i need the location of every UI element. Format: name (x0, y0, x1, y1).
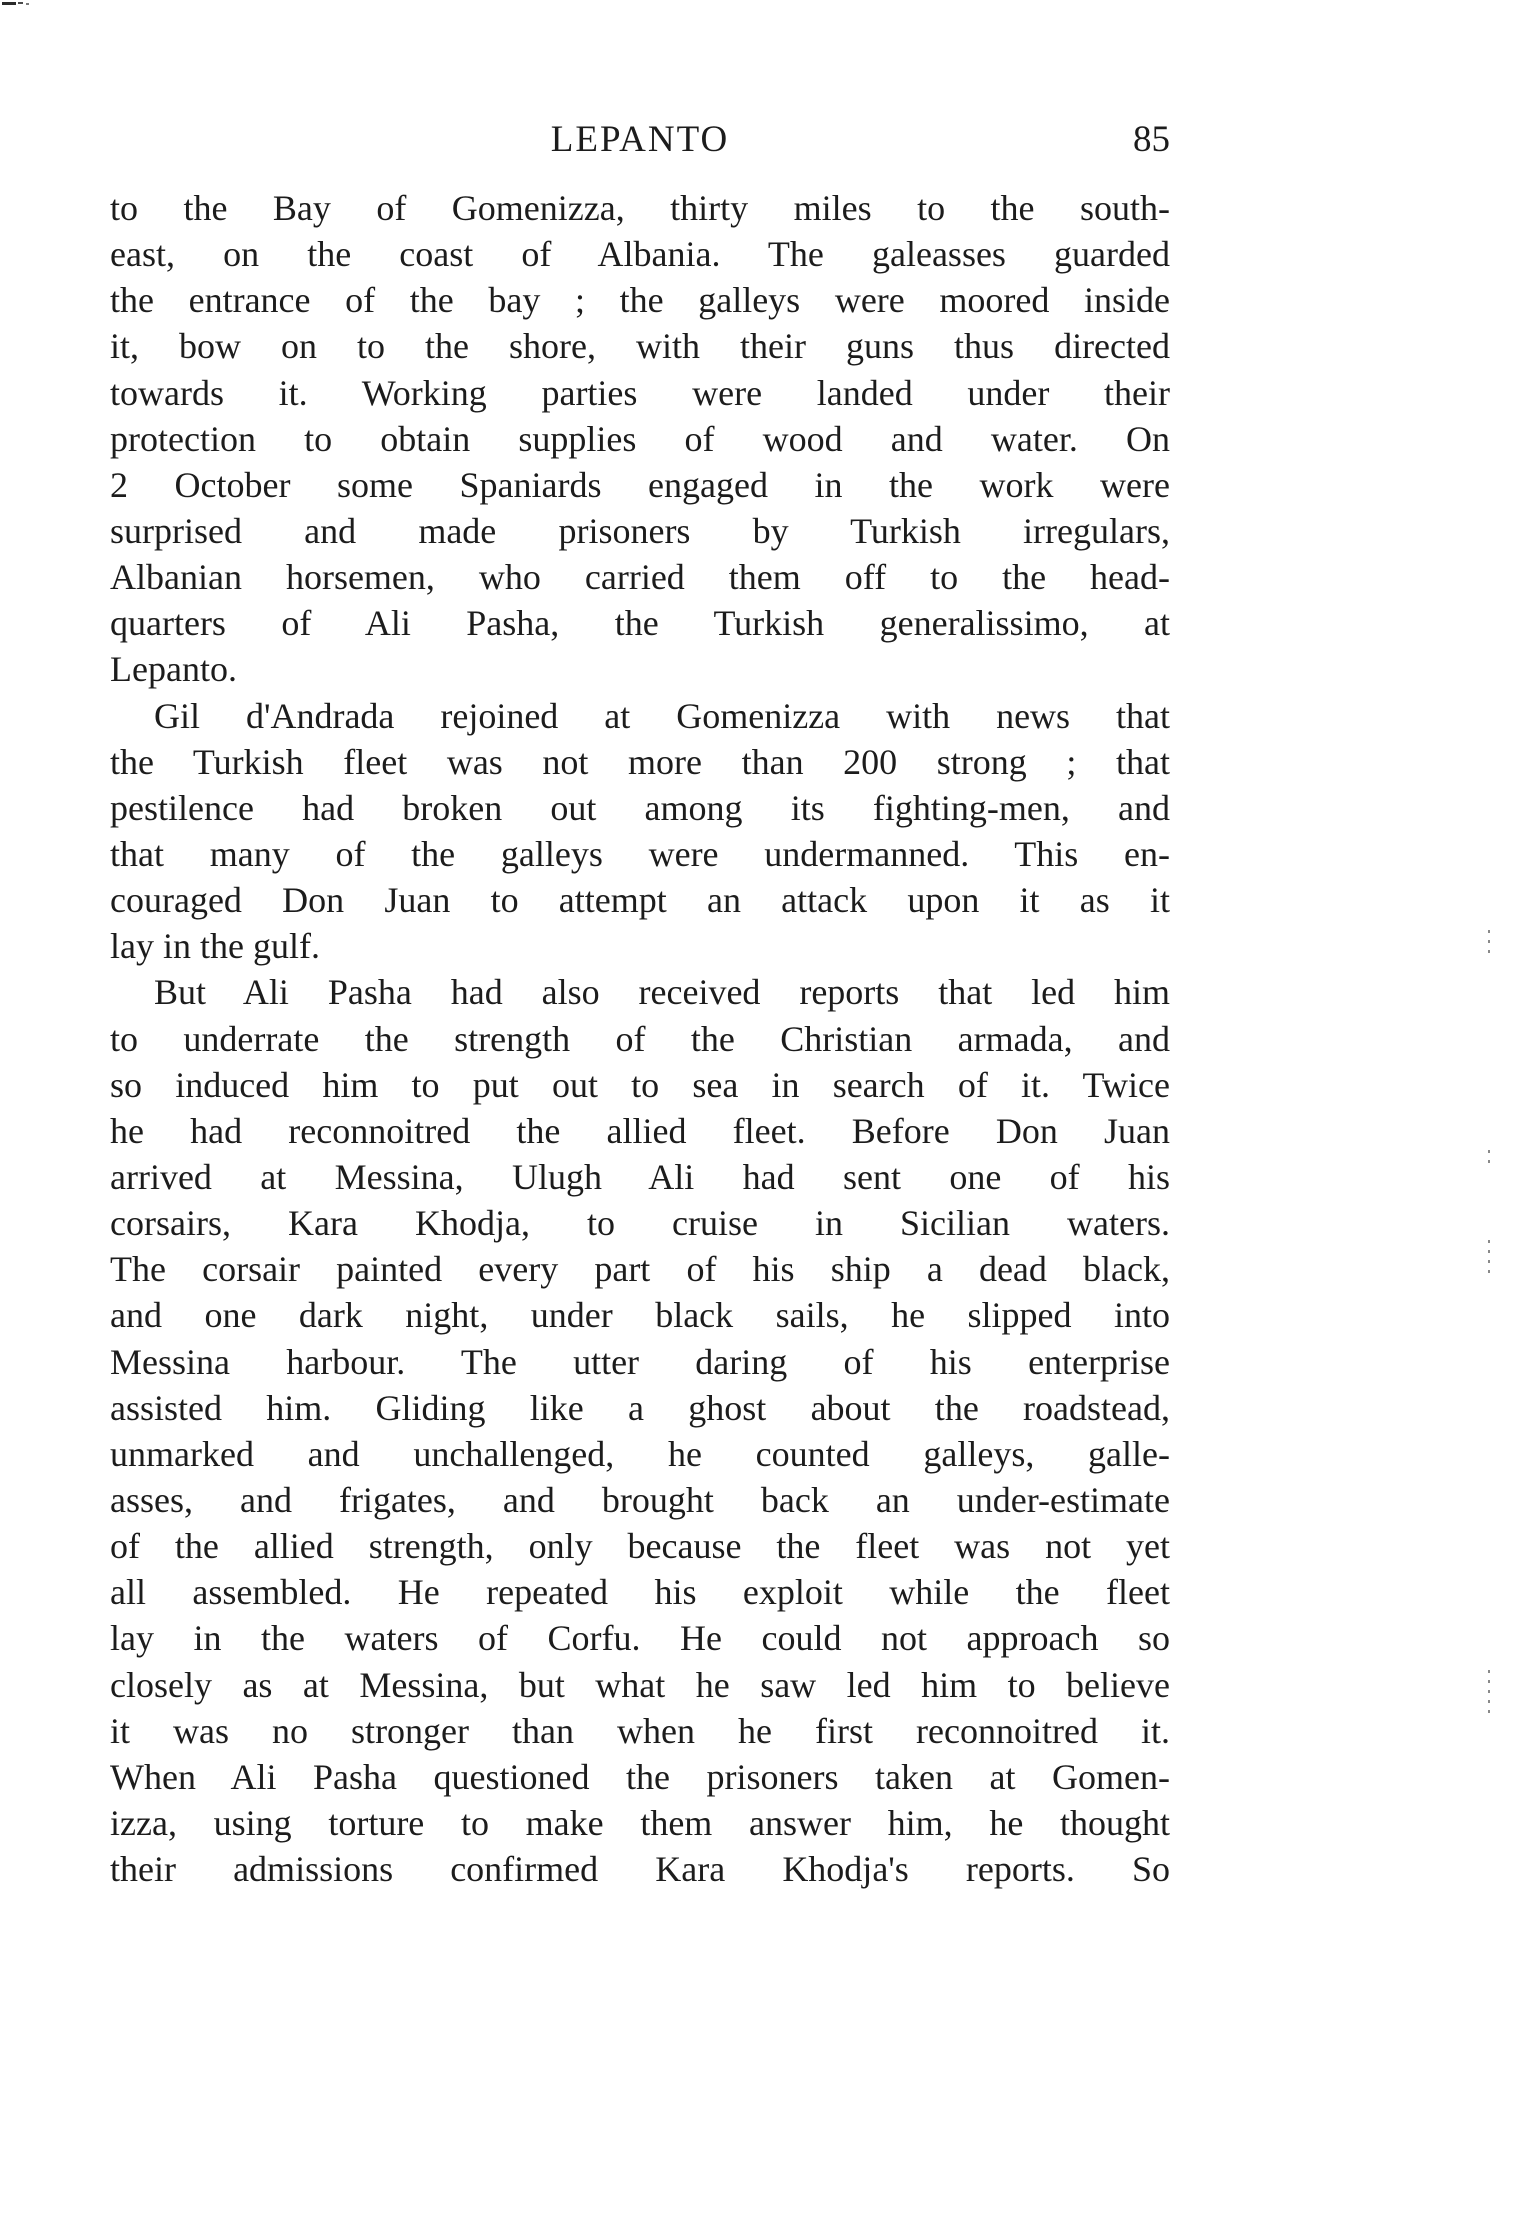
text-line: Albanian horsemen, who carried them off to the head- (110, 557, 1170, 598)
paragraph (110, 185, 1170, 693)
paragraph (110, 693, 1170, 970)
text-line: their admissions confirmed Kara Khodja's reports. So (110, 1849, 1170, 1890)
text-line: Gil d'Andrada rejoined at Gomenizza with news that (154, 695, 1170, 736)
paragraph (110, 969, 1170, 1892)
margin-scan-mark (1488, 930, 1492, 960)
text-line: izza, using torture to make them answer him, he thought (110, 1802, 1170, 1843)
text-line: protection to obtain supplies of wood and water. On (110, 418, 1170, 459)
text-line: he had reconnoitred the allied fleet. Before Don Juan (110, 1110, 1170, 1151)
text-line: unmarked and unchallenged, he counted galleys, galle- (110, 1433, 1170, 1474)
running-head (110, 110, 1170, 170)
text-line: corsairs, Kara Khodja, to cruise in Sicilian waters. (110, 1203, 1170, 1244)
text-line: The corsair painted every part of his ship a dead black, (110, 1249, 1170, 1290)
text-line: Messina harbour. The utter daring of his enterprise (110, 1341, 1170, 1382)
text-line: surprised and made prisoners by Turkish irregulars, (110, 510, 1170, 551)
text-line: quarters of Ali Pasha, the Turkish generalissimo, at (110, 603, 1170, 644)
text-line: towards it. Working parties were landed under their (110, 372, 1170, 413)
page-number: 85 (1133, 119, 1170, 160)
text-line: and one dark night, under black sails, he slipped into (110, 1295, 1170, 1336)
text-line: to the Bay of Gomenizza, thirty miles to the south- (110, 188, 1170, 228)
text-line: assisted him. Gliding like a ghost about the roadstead, (110, 1387, 1170, 1428)
text-line: pestilence had broken out among its fighting-men, and (110, 787, 1170, 828)
text-line: asses, and frigates, and brought back an under-estimate (110, 1479, 1170, 1520)
text-line: the Turkish fleet was not more than 200 strong ; that (110, 741, 1170, 782)
text-line: that many of the galleys were undermanned. This en- (110, 833, 1170, 874)
text-line: of the allied strength, only because the fleet was not yet (110, 1526, 1170, 1567)
text-line: But Ali Pasha had also received reports that led him (154, 972, 1170, 1013)
text-line: lay in the waters of Corfu. He could not approach so (110, 1618, 1170, 1659)
text-line: all assembled. He repeated his exploit while the fleet (110, 1572, 1170, 1613)
text-line: so induced him to put out to sea in search of it. Twice (110, 1064, 1170, 1105)
text-line: couraged Don Juan to attempt an attack upon it as it (110, 880, 1170, 921)
text-line: arrived at Messina, Ulugh Ali had sent one of his (110, 1156, 1170, 1197)
text-line: it was no stronger than when he first reconnoitred it. (110, 1710, 1170, 1751)
margin-scan-mark (1488, 1670, 1492, 1720)
text-line: to underrate the strength of the Christian armada, and (110, 1018, 1170, 1059)
text-line: When Ali Pasha questioned the prisoners taken at Gomen- (110, 1756, 1170, 1797)
text-line: the entrance of the bay ; the galleys were moored inside (110, 280, 1170, 321)
running-title: LEPANTO (550, 119, 730, 160)
text-line: Lepanto. (110, 649, 237, 690)
text-line: lay in the gulf. (110, 926, 320, 967)
corner-scan-mark (0, 0, 40, 8)
text-line: east, on the coast of Albania. The galeasses guarded (110, 234, 1170, 275)
margin-scan-mark (1488, 1240, 1492, 1280)
text-line: 2 October some Spaniards engaged in the work were (110, 464, 1170, 505)
body-text (110, 185, 1170, 1892)
text-line: it, bow on to the shore, with their guns thus directed (110, 326, 1170, 367)
text-line: closely as at Messina, but what he saw led him to believe (110, 1664, 1170, 1705)
margin-scan-mark (1488, 1150, 1492, 1170)
